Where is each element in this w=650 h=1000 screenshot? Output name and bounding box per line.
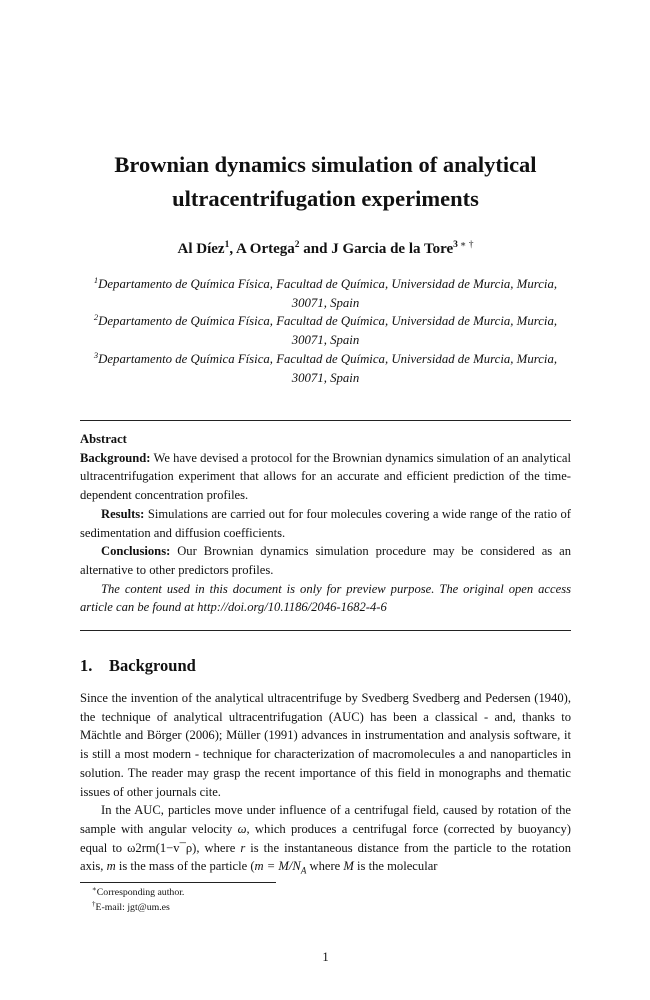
author-list xyxy=(80,238,571,260)
abstract-results xyxy=(80,505,571,542)
footnote-text: E-mail: jgt@um.es xyxy=(95,901,170,913)
text-run: is the mass of the particle ( xyxy=(115,859,255,874)
affiliation-mark: 1 xyxy=(93,275,99,285)
author-affiliation-mark: 2 xyxy=(294,240,300,250)
section-heading xyxy=(80,655,571,677)
text-run: is the instantaneous distance from the particle to the rotation axis, xyxy=(80,840,571,874)
author-separator: , xyxy=(229,241,237,257)
affiliation-list xyxy=(80,275,571,387)
affiliation-text: Departamento de Química Física, Facultad de Química, Universidad de Murcia, Murcia, 30071, Spain xyxy=(98,351,558,385)
abstract xyxy=(80,430,571,617)
abstract-background-text: We have devised a protocol for the Brownian dynamics simulation of an analytical ultracentrifugation experiment that allows for an accurate and efficient prediction of the time-dependent concentration profiles. xyxy=(80,450,571,503)
math-subscript: A xyxy=(300,865,307,876)
body-text xyxy=(80,689,571,881)
footnote-rule xyxy=(80,882,276,883)
author-name: J Garcia de la Tore xyxy=(331,241,454,257)
text-run: , which produces a centrifugal force (corrected by buoyancy) equal to ω2rm(1−v¯ρ), where xyxy=(80,821,571,855)
abstract-heading: Abstract xyxy=(80,432,127,446)
footnote-mark: † xyxy=(92,899,96,908)
affiliation-text: Departamento de Química Física, Facultad de Química, Universidad de Murcia, Murcia, 30071, Spain xyxy=(98,277,558,310)
page-number: 1 xyxy=(322,950,329,964)
text-run: where xyxy=(306,859,344,874)
abstract-conclusions-text: Our Brownian dynamics simulation procedure may be considered as an alternative to other predictors profiles. xyxy=(80,544,571,577)
math-r: r xyxy=(240,840,246,855)
abstract-top-rule xyxy=(80,420,571,421)
math-omega: ω xyxy=(237,821,247,836)
affiliation xyxy=(80,275,571,312)
abstract-background xyxy=(80,449,571,505)
text-run: In the AUC, particles move under influence of a centrifugal field, caused by rotation of the sample with angular velocity xyxy=(80,803,571,836)
body-paragraph: Since the invention of the analytical ultracentrifuge by Svedberg Svedberg and Pedersen (1940), the technique of analytical ultracentrifugation (AUC) has been a classical - and, thanks to Mächtle and Börger (2006); Müller (1991) advances in instrumentation and analysis software, it is still a most modern - technique for characterization of macromolecules a and nanoparticles in solution. The reader may grasp the recent importance of this field in monographs and thematic issues of other journals cite. xyxy=(80,691,571,799)
paper-page xyxy=(80,0,571,1000)
footnotes xyxy=(92,886,562,915)
paper-title: Brownian dynamics simulation of analytical ultracentrifugation experiments xyxy=(114,152,537,211)
author-separator: and xyxy=(299,241,332,257)
abstract-conclusions-label: Conclusions: xyxy=(101,544,171,559)
author-name: Al Díez xyxy=(177,241,225,257)
preview-note: The content used in this document is only for preview purpose. The original open access article can be found at http://doi.org/10.1186/2046-1682-4-6 xyxy=(80,581,571,615)
author-affiliation-mark: 3 xyxy=(453,240,458,250)
affiliation-mark: 2 xyxy=(93,312,99,323)
footnote xyxy=(92,886,562,901)
abstract-conclusions xyxy=(80,542,571,579)
corresponding-author-marks: ∗ † xyxy=(459,240,474,250)
affiliation xyxy=(80,312,571,349)
footnote xyxy=(92,901,562,916)
affiliation-text: Departamento de Química Física, Facultad de Química, Universidad de Murcia, Murcia, 30071, Spain xyxy=(98,314,558,348)
abstract-results-text: Simulations are carried out for four molecules covering a wide range of the ratio of sedimentation and diffusion coefficients. xyxy=(80,506,571,540)
abstract-bottom-rule xyxy=(80,630,571,631)
abstract-background-label: Background: xyxy=(80,450,151,465)
author-name: A Ortega xyxy=(236,241,295,257)
text-run: is the molecular xyxy=(353,859,438,874)
affiliation xyxy=(80,350,571,387)
abstract-results-label: Results: xyxy=(101,506,145,521)
math-M: M xyxy=(343,859,354,874)
math-mass-equation: m = M/N xyxy=(254,859,301,874)
author-affiliation-mark: 1 xyxy=(224,240,230,250)
footnote-text: Corresponding author. xyxy=(96,887,185,898)
footnote-mark: ∗ xyxy=(92,885,97,893)
affiliation-mark: 3 xyxy=(93,349,99,360)
section-title: Background xyxy=(109,656,196,675)
section-number: 1. xyxy=(80,656,93,675)
body-paragraph xyxy=(80,801,571,880)
math-m: m xyxy=(106,859,116,874)
